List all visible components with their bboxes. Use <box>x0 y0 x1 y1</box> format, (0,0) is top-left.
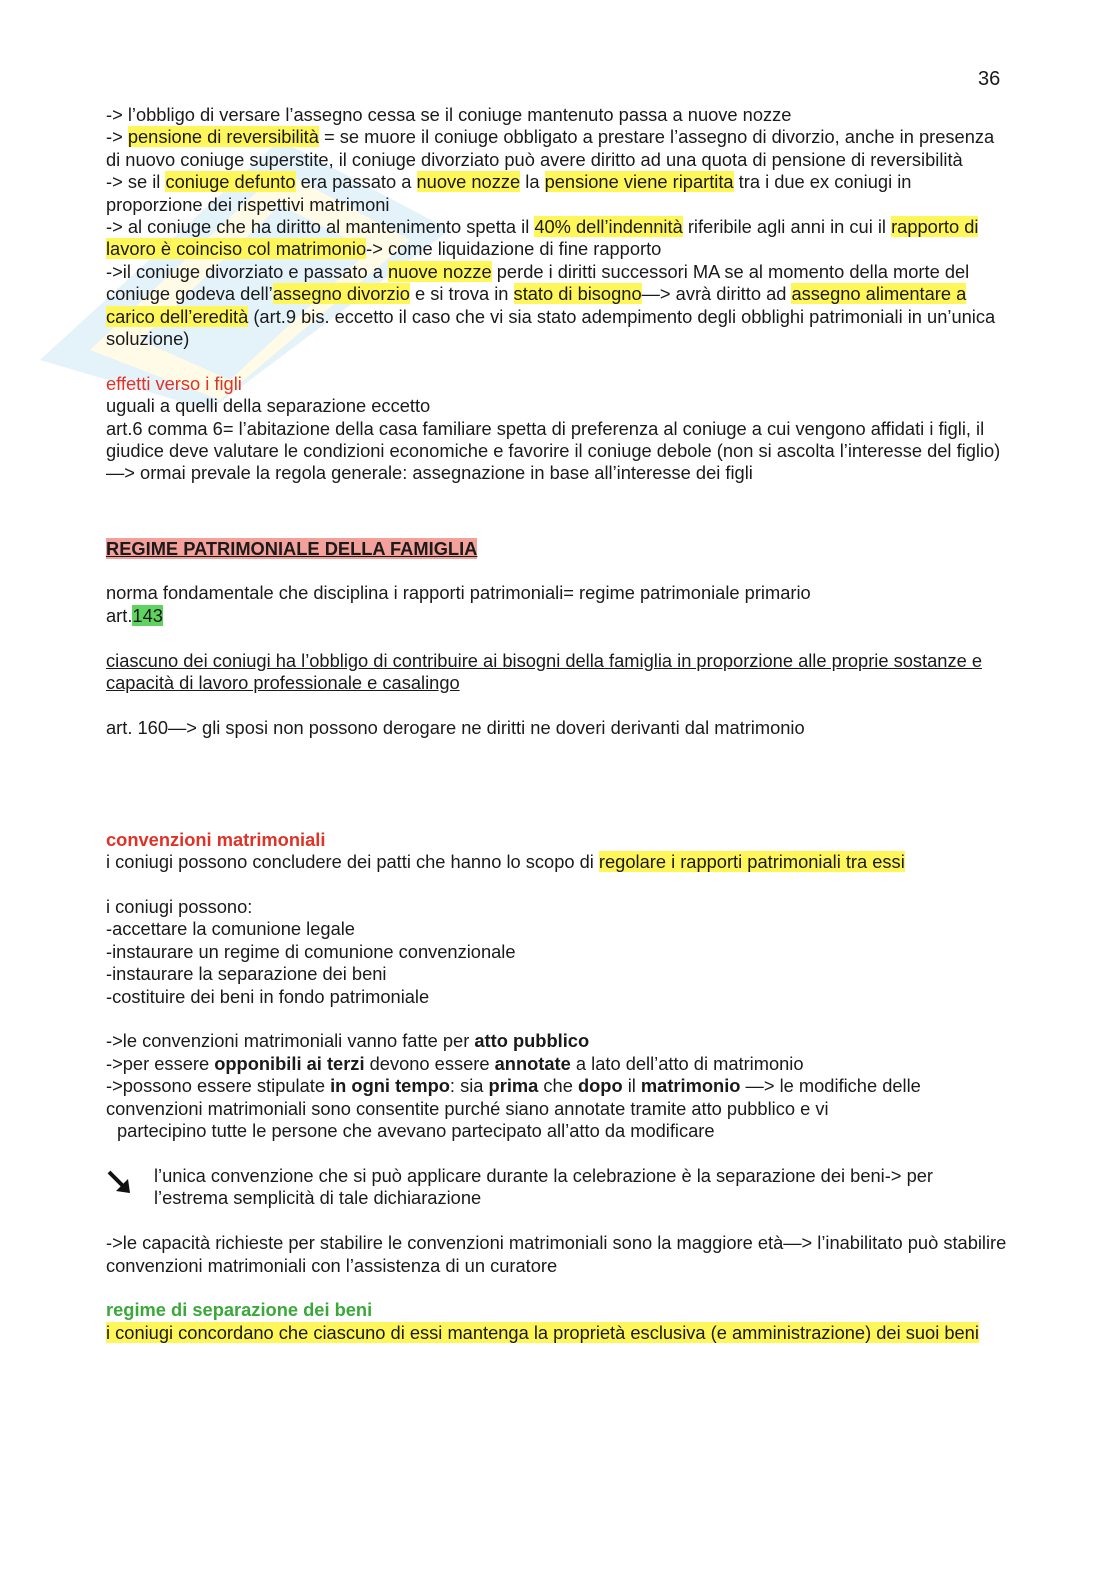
paragraph: uguali a quelli della separazione eccetto <box>106 395 431 417</box>
highlight: pensione viene ripartita <box>544 171 734 193</box>
paragraph: ->possono essere stipulate in ogni tempo: sia prima che dopo il matrimonio —> le modifiche delle convenzioni matrimoniali sono consentite purché siano annotate tramite atto pubblico e vi <box>106 1075 921 1119</box>
paragraph <box>106 1322 1011 1344</box>
paragraph: ->per essere opponibili ai terzi devono essere annotate a lato dell’atto di matrimonio <box>106 1052 804 1074</box>
highlight: coniuge defunto <box>165 171 296 193</box>
list-item: -costituire dei beni in fondo patrimoniale <box>106 985 430 1007</box>
highlight: nuove nozze <box>388 260 492 282</box>
paragraph: -> al coniuge che ha diritto al mantenimento spetta il 40% dell’indennità riferibile agli anni in cui il rapporto di lavoro è coinciso col matrimonio-> come liquidazione di fine rapporto <box>106 216 979 260</box>
highlight: assegno alimentare a carico dell’eredità <box>106 283 967 327</box>
paragraph: -> l’obbligo di versare l’assegno cessa se il coniuge mantenuto passa a nuove nozze <box>106 104 792 125</box>
highlight: nuove nozze <box>416 171 521 193</box>
list-item: -instaurare la separazione dei beni <box>106 963 387 985</box>
section-heading-convenzioni: convenzioni matrimoniali <box>106 828 326 850</box>
highlight: assegno divorzio <box>272 283 410 305</box>
highlight: i coniugi concordano che ciascuno di essi mantenga la proprietà esclusiva (e amministrazione) dei suoi beni <box>106 1321 979 1343</box>
paragraph: i coniugi possono concludere dei patti che hanno lo scopo di regolare i rapporti patrimoniali tra essi <box>106 851 905 873</box>
highlight: rapporto di lavoro è coinciso col matrimonio <box>106 216 979 260</box>
list-item: -instaurare un regime di comunione convenzionale <box>106 940 516 962</box>
paragraph: -> se il coniuge defunto era passato a nuove nozze la pensione viene ripartita tra i due ex coniugi in proporzione dei rispettivi matrimoni <box>106 171 912 215</box>
highlight: regolare i rapporti patrimoniali tra essi <box>598 851 905 873</box>
paragraph: art.143 <box>106 604 163 626</box>
paragraph: -> pensione di reversibilità = se muore il coniuge obbligato a prestare l’assegno di divorzio, anche in presenza di nuovo coniuge superstite, il coniuge divorziato può avere diritto ad una quota di pensione di reversibilità <box>106 126 995 170</box>
highlight: 40% dell’indennità <box>534 216 683 238</box>
highlight: pensione di reversibilità <box>127 126 319 148</box>
paragraph: partecipino tutte le persone che avevano partecipato all’atto da modificare <box>117 1120 715 1142</box>
document-body <box>106 104 1011 1344</box>
paragraph: ->le capacità richieste per stabilire le convenzioni matrimoniali sono la maggiore età—> l’inabilitato può stabilire convenzioni matrimoniali con l’assistenza di un curatore <box>106 1232 1007 1276</box>
paragraph: l’unica convenzione che si può applicare durante la celebrazione è la separazione dei beni-> per l’estrema semplicità di tale dichiarazione <box>154 1164 933 1209</box>
paragraph: ->il coniuge divorziato e passato a nuove nozze perde i diritti successori MA se al momento della morte del coniuge godeva dell’assegno divorzio e si trova in stato di bisogno—> avrà diritto ad assegno alimentare a carico dell’eredità (art.9 bis. eccetto il caso che vi sia stato adempimento degli obblighi patrimoniali in un’unica soluzione) <box>106 260 996 350</box>
highlight: 143 <box>132 604 163 626</box>
paragraph: norma fondamentale che disciplina i rapporti patrimoniali= regime patrimoniale primario <box>106 582 811 604</box>
section-heading-regime: REGIME PATRIMONIALE DELLA FAMIGLIA <box>106 537 478 559</box>
section-heading-separazione: regime di separazione dei beni <box>106 1299 373 1321</box>
highlight: stato di bisogno <box>513 283 642 305</box>
list-item: -accettare la comunione legale <box>106 918 355 940</box>
paragraph: art.6 comma 6= l’abitazione della casa familiare spetta di preferenza al coniuge a cui vengono affidati i figli, il giudice deve valutare le condizioni economiche e favorire il coniuge debole (non si ascolta l’interesse del figlio) —> ormai prevale la regola generale: assegnazione in base all’interesse dei figli <box>106 417 1001 484</box>
section-heading-figli: effetti verso i figli <box>106 372 242 394</box>
arrow-down-right-icon <box>106 1165 154 1202</box>
page-number: 36 <box>978 68 1001 90</box>
underlined-rule: ciascuno dei coniugi ha l’obbligo di contribuire ai bisogni della famiglia in proporzione alle proprie sostanze e capacità di lavoro professionale e casalingo <box>106 649 983 694</box>
arrow-note <box>106 1165 1011 1210</box>
paragraph: ->le convenzioni matrimoniali vanno fatte per atto pubblico <box>106 1030 590 1052</box>
paragraph: i coniugi possono: <box>106 896 253 918</box>
paragraph: art. 160—> gli sposi non possono derogare ne diritti ne doveri derivanti dal matrimonio <box>106 716 805 738</box>
